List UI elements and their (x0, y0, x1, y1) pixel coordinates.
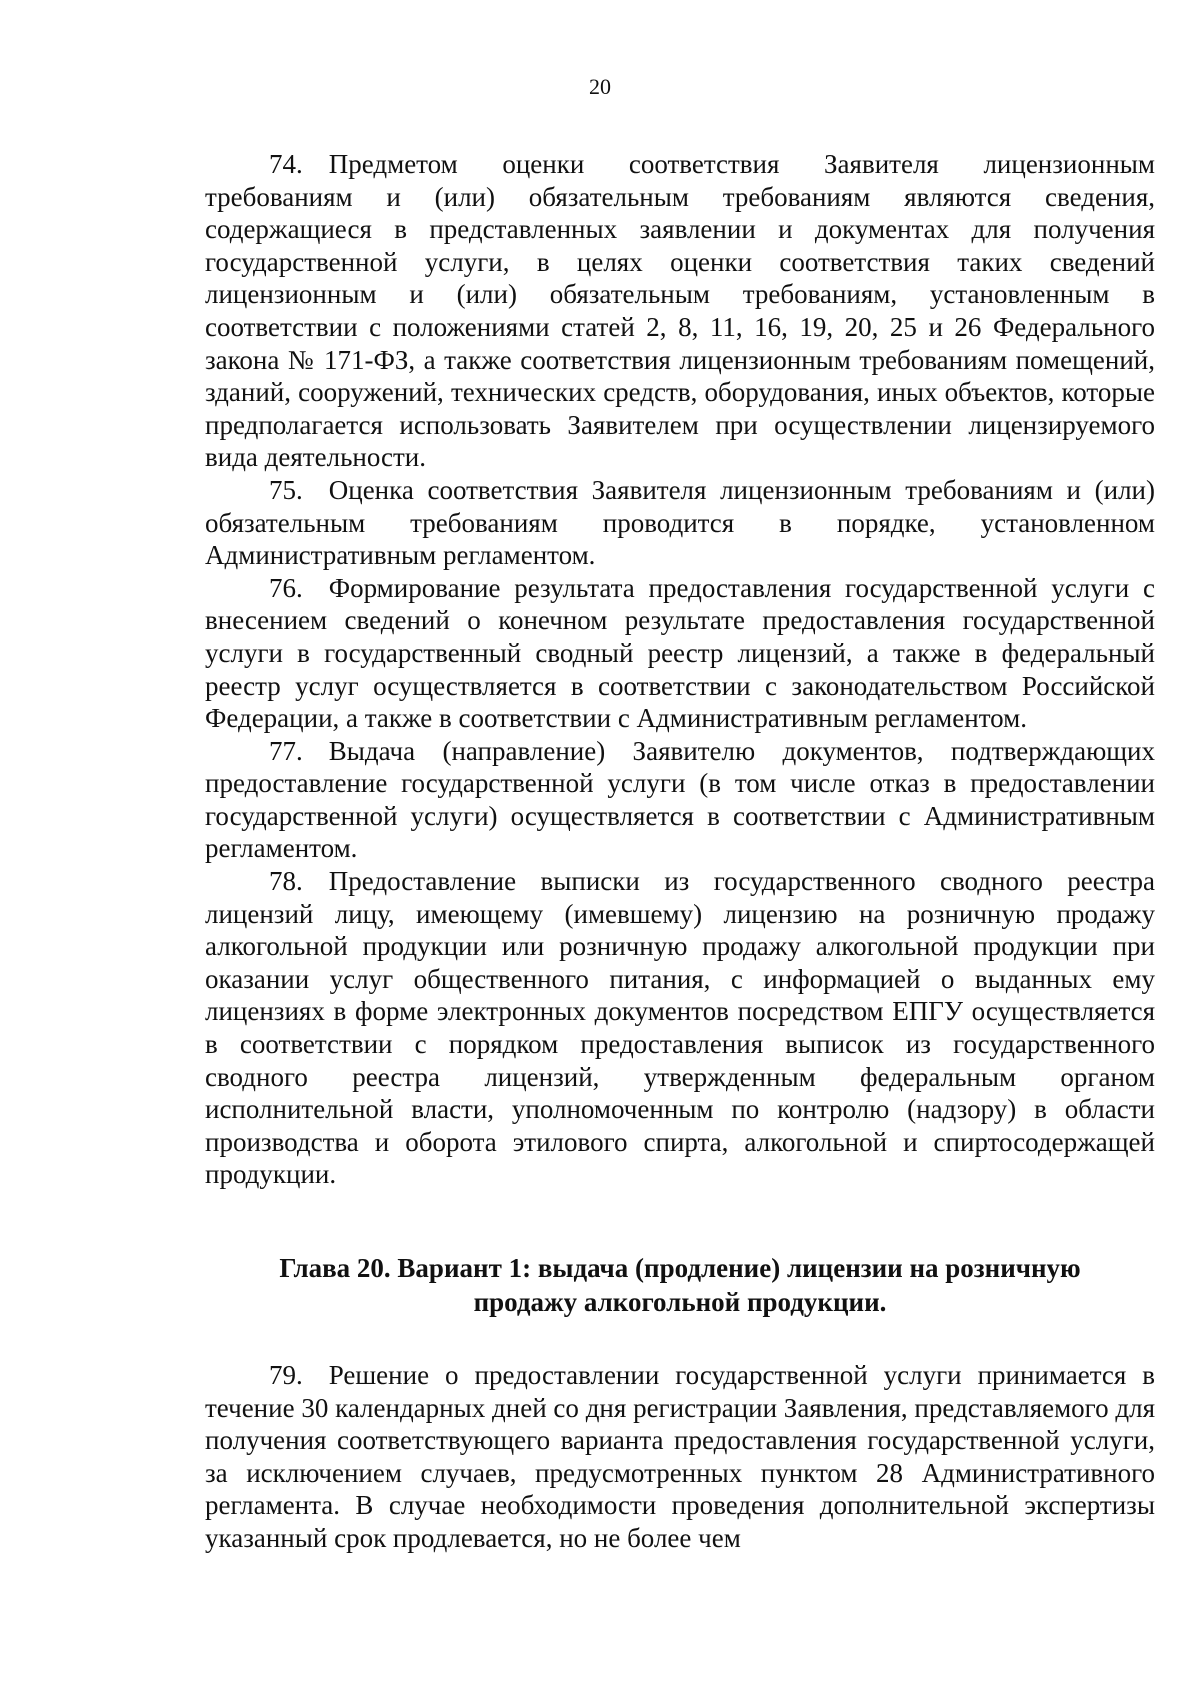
paragraph-74 (205, 148, 1155, 474)
chapter-heading (205, 1251, 1155, 1319)
paragraph-text: Предоставление выписки из государственного сводного реестра лицензий лицу, имеющему (имевшему) лицензию на розничную продажу алкогольной продукции или розничную продажу алкогольной продукции при оказании услуг общественного питания, с информацией о выданных ему лицензиях в форме электронных документов посредством ЕПГУ осуществляется в соответствии с порядком предоставления выписок из государственного сводного реестра лицензий, утвержденным федеральным органом исполнительной власти, уполномоченным по контролю (надзору) в области производства и оборота этилового спирта, алкогольной и спиртосодержащей продукции. (205, 866, 1155, 1190)
paragraph-number: 74. (269, 149, 303, 179)
paragraph-number: 79. (269, 1360, 303, 1390)
chapter-heading-line-2: продажу алкогольной продукции. (473, 1287, 887, 1317)
paragraph-number: 78. (269, 866, 303, 897)
paragraph-text: Решение о предоставлении государственной услуги принимается в течение 30 календарных дней со дня регистрации Заявления, представляемого для получения соответствующего варианта предоставления государственной услуги, за исключением случаев, предусмотренных пунктом 28 Административного регламента. В случае необходимости проведения дополнительной экспертизы указанный срок продлевается, но не более чем (205, 1360, 1155, 1553)
paragraph-75 (205, 474, 1155, 572)
paragraph-number: 75. (269, 474, 303, 505)
chapter-heading-line-1: Глава 20. Вариант 1: выдача (продление) лицензии на розничную (279, 1253, 1081, 1283)
paragraph-number: 76. (269, 572, 303, 603)
page-number: 20 (589, 74, 611, 99)
paragraph-78 (205, 865, 1155, 1191)
paragraph-text: Оценка соответствия Заявителя лицензионным требованиям и (или) обязательным требованиям проводится в порядке, установленном Административным регламентом. (205, 474, 1155, 571)
paragraph-76 (205, 572, 1155, 735)
document-body (205, 148, 1155, 1555)
paragraph-77 (205, 735, 1155, 865)
paragraph-text: Формирование результата предоставления государственной услуги с внесением сведений о конечном результате предоставления государственной услуги в государственный сводный реестр лицензий, а также в федеральный реестр услуг осуществляется в соответствии с законодательством Российской Федерации, а также в соответствии с Административным регламентом. (205, 572, 1155, 734)
paragraph-number: 77. (269, 735, 303, 766)
paragraph-text: Выдача (направление) Заявителю документов, подтверждающих предоставление государственной услуги (в том числе отказ в предоставлении государственной услуги) осуществляется в соответствии с Административным регламентом. (205, 735, 1155, 864)
paragraph-text: Предметом оценки соответствия Заявителя лицензионным требованиям и (или) обязательным требованиям являются сведения, содержащиеся в представленных заявлении и документах для получения государственной услуги, в целях оценки соответствия таких сведений лицензионным и (или) обязательным требованиям, установленным в соответствии с положениями статей 2, 8, 11, 16, 19, 20, 25 и 26 Федерального закона № 171-ФЗ, а также соответствия лицензионным требованиям помещений, зданий, сооружений, технических средств, оборудования, иных объектов, которые предполагается использовать Заявителем при осуществлении лицензируемого вида деятельности. (205, 149, 1155, 473)
paragraph-79 (205, 1359, 1155, 1555)
